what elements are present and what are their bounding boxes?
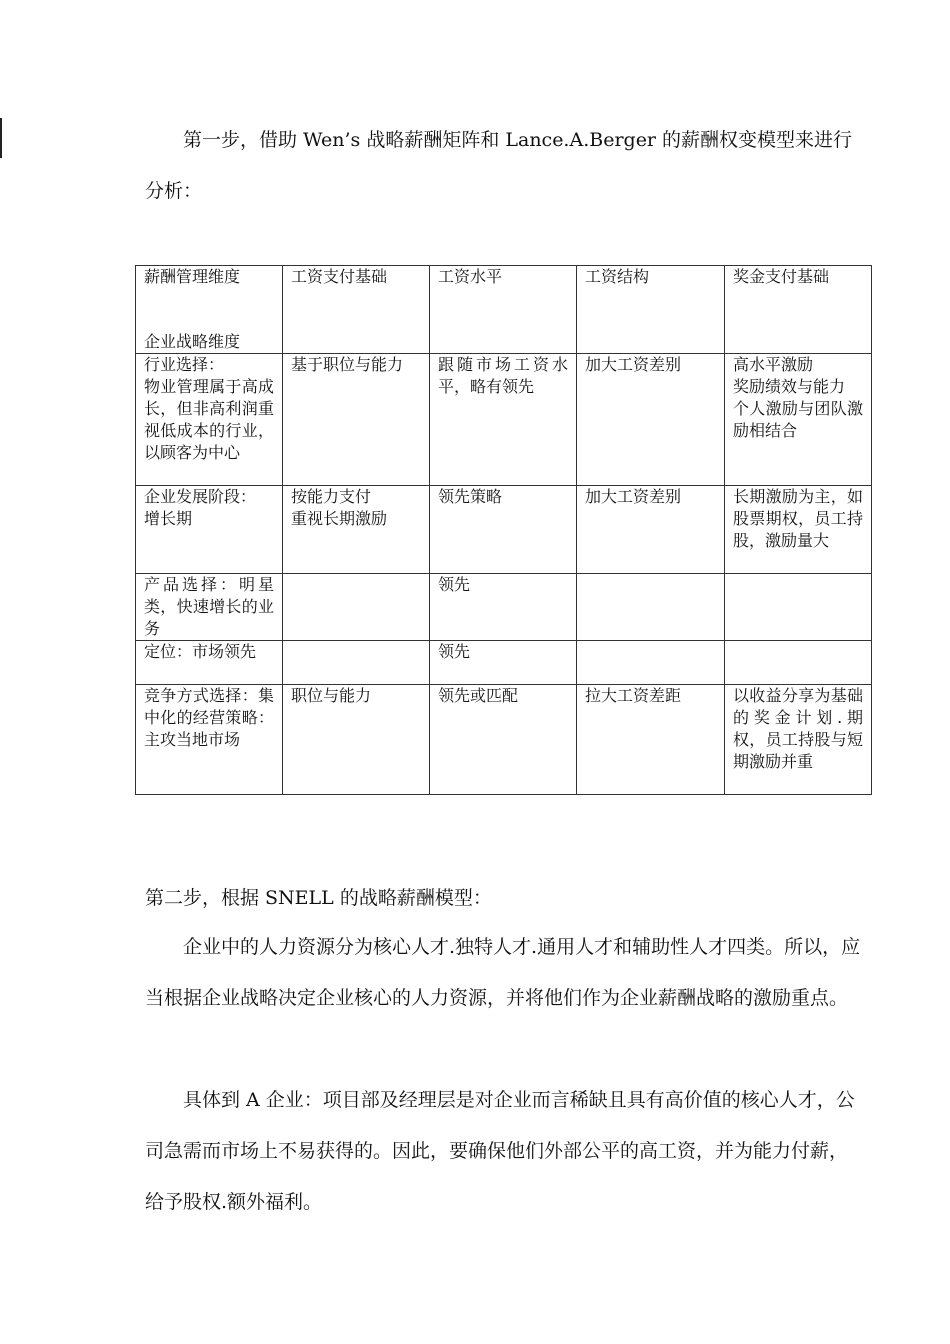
step2-paragraph-company-a: 具体到 A 企业：项目部及经理层是对企业而言稀缺且具有高价值的核心人才，公司急需而市场上不易获得的。因此，要确保他们外部公平的高工资，并为能力付薪，给予股权.额外福利。	[145, 1089, 855, 1213]
table-cell: 领先策略	[430, 486, 577, 574]
table-row	[136, 574, 872, 641]
table-row	[136, 354, 872, 486]
table-cell	[725, 574, 872, 641]
table-cell: 长期激励为主，如股票期权，员工持股，激励量大	[725, 486, 872, 574]
header-cell: 工资结构	[577, 266, 725, 354]
table-cell: 高水平激励 奖励绩效与能力 个人激励与团队激励相结合	[725, 354, 872, 486]
table-cell: 领先	[430, 574, 577, 641]
table-cell: 加大工资差别	[577, 486, 725, 574]
table-row	[136, 641, 872, 685]
corner-header-cell	[136, 266, 283, 354]
table-cell: 基于职位与能力	[283, 354, 430, 486]
table-cell: 职位与能力	[283, 685, 430, 795]
table-cell: 按能力支付 重视长期激励	[283, 486, 430, 574]
table-cell	[577, 641, 725, 685]
dimension-cell: 企业发展阶段： 增长期	[136, 486, 283, 574]
table-cell: 领先	[430, 641, 577, 685]
margin-line	[0, 118, 2, 158]
table-cell: 拉大工资差距	[577, 685, 725, 795]
table-cell: 跟随市场工资水平，略有领先	[430, 354, 577, 486]
table-header-row	[136, 266, 872, 354]
table-cell: 以收益分享为基础的奖金计划.期权，员工持股与短期激励并重	[725, 685, 872, 795]
table-cell	[283, 641, 430, 685]
dimension-cell: 定位：市场领先	[136, 641, 283, 685]
header-cell: 工资水平	[430, 266, 577, 354]
table-cell	[283, 574, 430, 641]
dimension-cell: 行业选择： 物业管理属于高成长，但非高利润重视低成本的行业，以顾客为中心	[136, 354, 283, 486]
step2-heading: 第二步，根据 SNELL 的战略薪酬模型：	[145, 887, 492, 909]
table-cell	[577, 574, 725, 641]
table-row	[136, 685, 872, 795]
table-cell: 加大工资差别	[577, 354, 725, 486]
corner-bottom-label: 企业战略维度	[144, 332, 241, 351]
table-cell	[725, 641, 872, 685]
table-cell: 领先或匹配	[430, 685, 577, 795]
dimension-cell: 竞争方式选择：集中化的经营策略：主攻当地市场	[136, 685, 283, 795]
step1-paragraph: 第一步，借助 Wen’s 战略薪酬矩阵和 Lance.A.Berger 的薪酬权变模型来进行分析：	[145, 129, 853, 202]
dimension-cell: 产品选择：明星类，快速增长的业务	[136, 574, 283, 641]
header-cell: 奖金支付基础	[725, 266, 872, 354]
table-row	[136, 486, 872, 574]
strategy-compensation-matrix	[135, 265, 872, 795]
header-cell: 工资支付基础	[283, 266, 430, 354]
step2-paragraph-talent: 企业中的人力资源分为核心人才.独特人才.通用人才和辅助性人才四类。所以，应当根据企业战略决定企业核心的人力资源，并将他们作为企业薪酬战略的激励重点。	[145, 936, 861, 1009]
corner-top-label: 薪酬管理维度	[144, 267, 241, 286]
